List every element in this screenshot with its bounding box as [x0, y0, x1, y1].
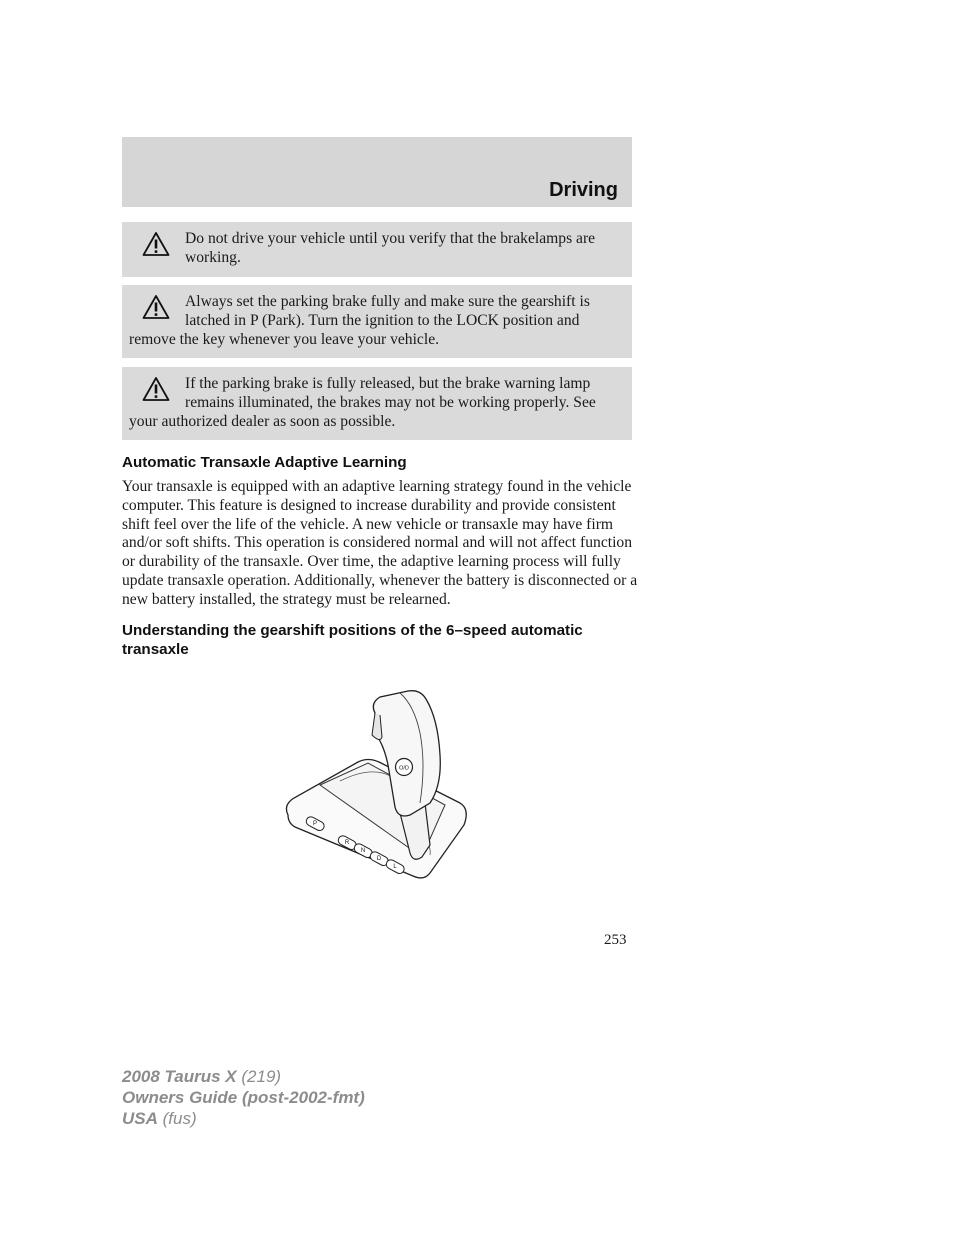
gear-position-label: D	[376, 856, 382, 862]
adaptive-learning-heading: Automatic Transaxle Adaptive Learning	[122, 454, 407, 471]
footer-guide: Owners Guide (post-2002-fmt)	[122, 1088, 365, 1107]
adaptive-learning-body: Your transaxle is equipped with an adaptive learning strategy found in the vehicle computer. This feature is designed to increase durability and provide consistent shift feel over the life of the vehicle. A new vehicle or transaxle may have firm and/or soft shifts. This operation is considered normal and will not affect function or durability of the transaxle. Over time, the adaptive learning process will fully update transaxle operation. Additionally, whenever the battery is disconnected or a new battery installed, the strategy must be relearned.	[122, 478, 638, 608]
footer-market: USA	[122, 1109, 158, 1128]
gear-position-label: P	[312, 821, 318, 827]
section-title: Driving	[549, 179, 618, 201]
gearshift-illustration	[280, 685, 470, 885]
warning-text: Always set the parking brake fully and make sure the gearshift is latched in P (Park). Turn the ignition to the LOCK position and remove the key whenever you leave your vehicle.	[129, 293, 590, 348]
gear-position-label: N	[360, 848, 366, 854]
warning-box	[122, 367, 632, 440]
warning-box	[122, 285, 632, 358]
footer	[122, 1066, 365, 1129]
warning-text: Do not drive your vehicle until you verify that the brakelamps are working.	[185, 230, 596, 266]
footer-model-code: (219)	[241, 1067, 282, 1086]
warning-triangle-icon	[142, 294, 170, 320]
footer-market-code: (fus)	[162, 1109, 197, 1128]
page-number: 253	[604, 932, 627, 948]
warning-triangle-icon	[142, 231, 170, 257]
warning-triangle-icon	[142, 376, 170, 402]
warning-text: If the parking brake is fully released, but the brake warning lamp remains illuminated, the brakes may not be working properly. See your authorized dealer as soon as possible.	[129, 375, 596, 430]
footer-model: 2008 Taurus X	[122, 1067, 237, 1086]
gearshift-heading: Understanding the gearshift positions of the 6–speed automatic transaxle	[122, 622, 583, 658]
section-header-band	[122, 137, 632, 207]
overdrive-button-label: O/D	[399, 765, 409, 772]
warning-box	[122, 222, 632, 277]
gear-position-label: L	[393, 864, 397, 870]
gear-position-label: R	[344, 840, 350, 846]
